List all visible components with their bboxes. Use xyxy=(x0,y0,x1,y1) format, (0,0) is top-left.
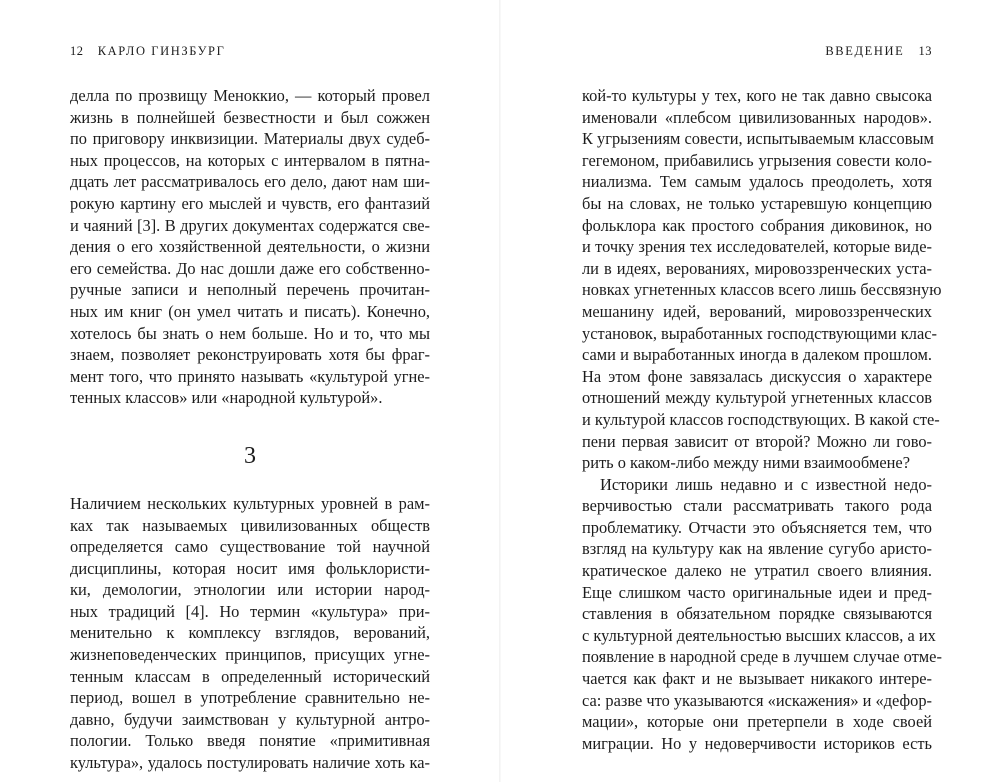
text-line: са: разве что указываются «искажения» и «дефор- xyxy=(582,690,932,710)
right-paragraphs xyxy=(582,85,942,754)
text-line: рить о каком-либо между ними взаимообмене? xyxy=(582,453,910,473)
text-line: по приговору инквизиции. Материалы двух судеб- xyxy=(70,129,430,149)
text-line: Историки лишь недавно и с известной недо- xyxy=(600,474,932,494)
text-line: тенных классов» или «народной культурой». xyxy=(70,388,383,408)
text-line: с культурной деятельностью высших классов, а их xyxy=(582,625,936,645)
text-line: мации», которые они претерпели в ходе своей xyxy=(582,712,932,732)
text-line: Наличием нескольких культурных уровней в рам- xyxy=(70,493,430,513)
text-line: и точку зрения тех исследователей, которые виде- xyxy=(582,237,932,257)
text-line: ных им книг (он умел читать и писать). Конечно, xyxy=(70,301,430,321)
text-line: ниализма. Тем самым удалось преодолеть, хотя xyxy=(582,172,932,192)
text-line: кратическое далеко не утратил своего влияния. xyxy=(582,561,932,581)
left-page-body xyxy=(70,85,430,774)
right-page-body xyxy=(582,85,942,754)
right-page xyxy=(500,0,1000,782)
text-line: ручные записи и неполный перечень прочитан- xyxy=(70,280,430,300)
text-line: гегемоном, прибавились угрызения совести коло- xyxy=(582,150,932,170)
text-line: его семейства. До нас дошли даже его собственно- xyxy=(70,258,430,278)
text-line: бы на словах, не только устаревшую концепцию xyxy=(582,193,932,213)
text-line: верчивостью стали рассматривать такого рода xyxy=(582,496,932,516)
section-number: 3 xyxy=(244,442,256,469)
text-line: ставления в обязательном порядке связываются xyxy=(582,604,932,624)
text-line: ки, демологии, этнологии или истории народ- xyxy=(70,580,430,600)
text-line: кой-то культуры у тех, кого не так давно свысока xyxy=(582,86,932,105)
text-line: ли в идеях, верованиях, мировоззренческих уста- xyxy=(582,258,932,278)
text-line: мешанину идей, верований, мировоззренческих xyxy=(582,301,932,321)
left-paragraph-1 xyxy=(70,85,430,409)
text-line: ках так называемых цивилизованных обществ xyxy=(70,515,430,535)
text-line: фольклора как простого собрания диковинок, но xyxy=(582,215,932,235)
text-line: ных традиций [4]. Но термин «культура» при- xyxy=(70,601,430,621)
text-line: давно, будучи заимствован у культурной антро- xyxy=(70,709,430,729)
text-line: знаем, позволяет реконструировать хотя бы фраг- xyxy=(70,345,430,365)
text-line: Еще слишком часто оригинальные идеи и пред- xyxy=(582,582,932,602)
text-line: и культурой классов господствующих. В какой сте- xyxy=(582,409,940,429)
left-header-title: КАРЛО ГИНЗБУРГ xyxy=(97,44,226,58)
text-line: тенным классам в определенный исторический xyxy=(70,666,430,686)
left-page-number: 12 xyxy=(70,44,84,58)
text-line: отношений между культурой угнетенных классов xyxy=(582,388,932,408)
text-line: и чаяний [3]. В других документах содержатся све- xyxy=(70,215,430,235)
text-line: культура», удалось постулировать наличие хоть ка- xyxy=(70,753,430,773)
text-line: именовали «плебсом цивилизованных народов». xyxy=(582,107,932,127)
right-running-head xyxy=(825,44,932,59)
text-line: делла по прозвищу Меноккио, — который провел xyxy=(70,86,430,105)
text-line: жизнь в полнейшей безвестности и был сожжен xyxy=(70,107,430,127)
text-line: хотелось бы знать о нем больше. Но и то, что мы xyxy=(70,323,430,343)
text-line: взгляд на культуру как на явление сугубо аристо- xyxy=(582,539,932,559)
text-line: К угрызениям совести, испытываемым классовым xyxy=(582,129,934,149)
text-line: жизнеповеденческих принципов, присущих угне- xyxy=(70,645,430,665)
text-line: дения о его хозяйственной деятельности, о жизни xyxy=(70,237,430,257)
text-line: новках угнетенных классов всего лишь бессвязную xyxy=(582,280,942,300)
left-paragraph-2 xyxy=(70,493,430,774)
text-line: пологии. Только введя понятие «примитивная xyxy=(70,731,430,751)
text-line: дцать лет рассматривалось его дело, дают нам ши- xyxy=(70,172,430,192)
right-header-title: ВВЕДЕНИЕ xyxy=(825,44,905,58)
text-line: появление в народной среде в лучшем случае отме- xyxy=(582,647,942,667)
text-line: установок, выработанных господствующими клас- xyxy=(582,323,937,343)
text-line: мент того, что принято называть «культурой угне- xyxy=(70,366,430,386)
text-line: рокую картину его мыслей и чувств, его фантазий xyxy=(70,193,430,213)
left-running-head xyxy=(70,44,225,59)
text-line: миграции. Но у недоверчивости историков есть xyxy=(582,733,932,753)
text-line: На этом фоне завязалась дискуссия о характере xyxy=(582,366,932,386)
text-line: чается как факт и не вызывает никакого интере- xyxy=(582,669,932,689)
text-line: дисциплины, которая носит имя фольклористи- xyxy=(70,558,430,578)
text-line: менительно к комплексу взглядов, верований, xyxy=(70,623,430,643)
right-page-number: 13 xyxy=(918,44,932,58)
text-line: ных процессов, на которых с интервалом в пятна- xyxy=(70,150,430,170)
text-line: сами и выработанных иногда в далеком прошлом. xyxy=(582,345,932,365)
text-line: проблематику. Отчасти это объясняется тем, что xyxy=(582,517,932,537)
text-line: определяется само существование той научной xyxy=(70,537,430,557)
text-line: пени первая зависит от второй? Можно ли гово- xyxy=(582,431,932,451)
text-line: период, вошел в употребление сравнительно не- xyxy=(70,688,430,708)
